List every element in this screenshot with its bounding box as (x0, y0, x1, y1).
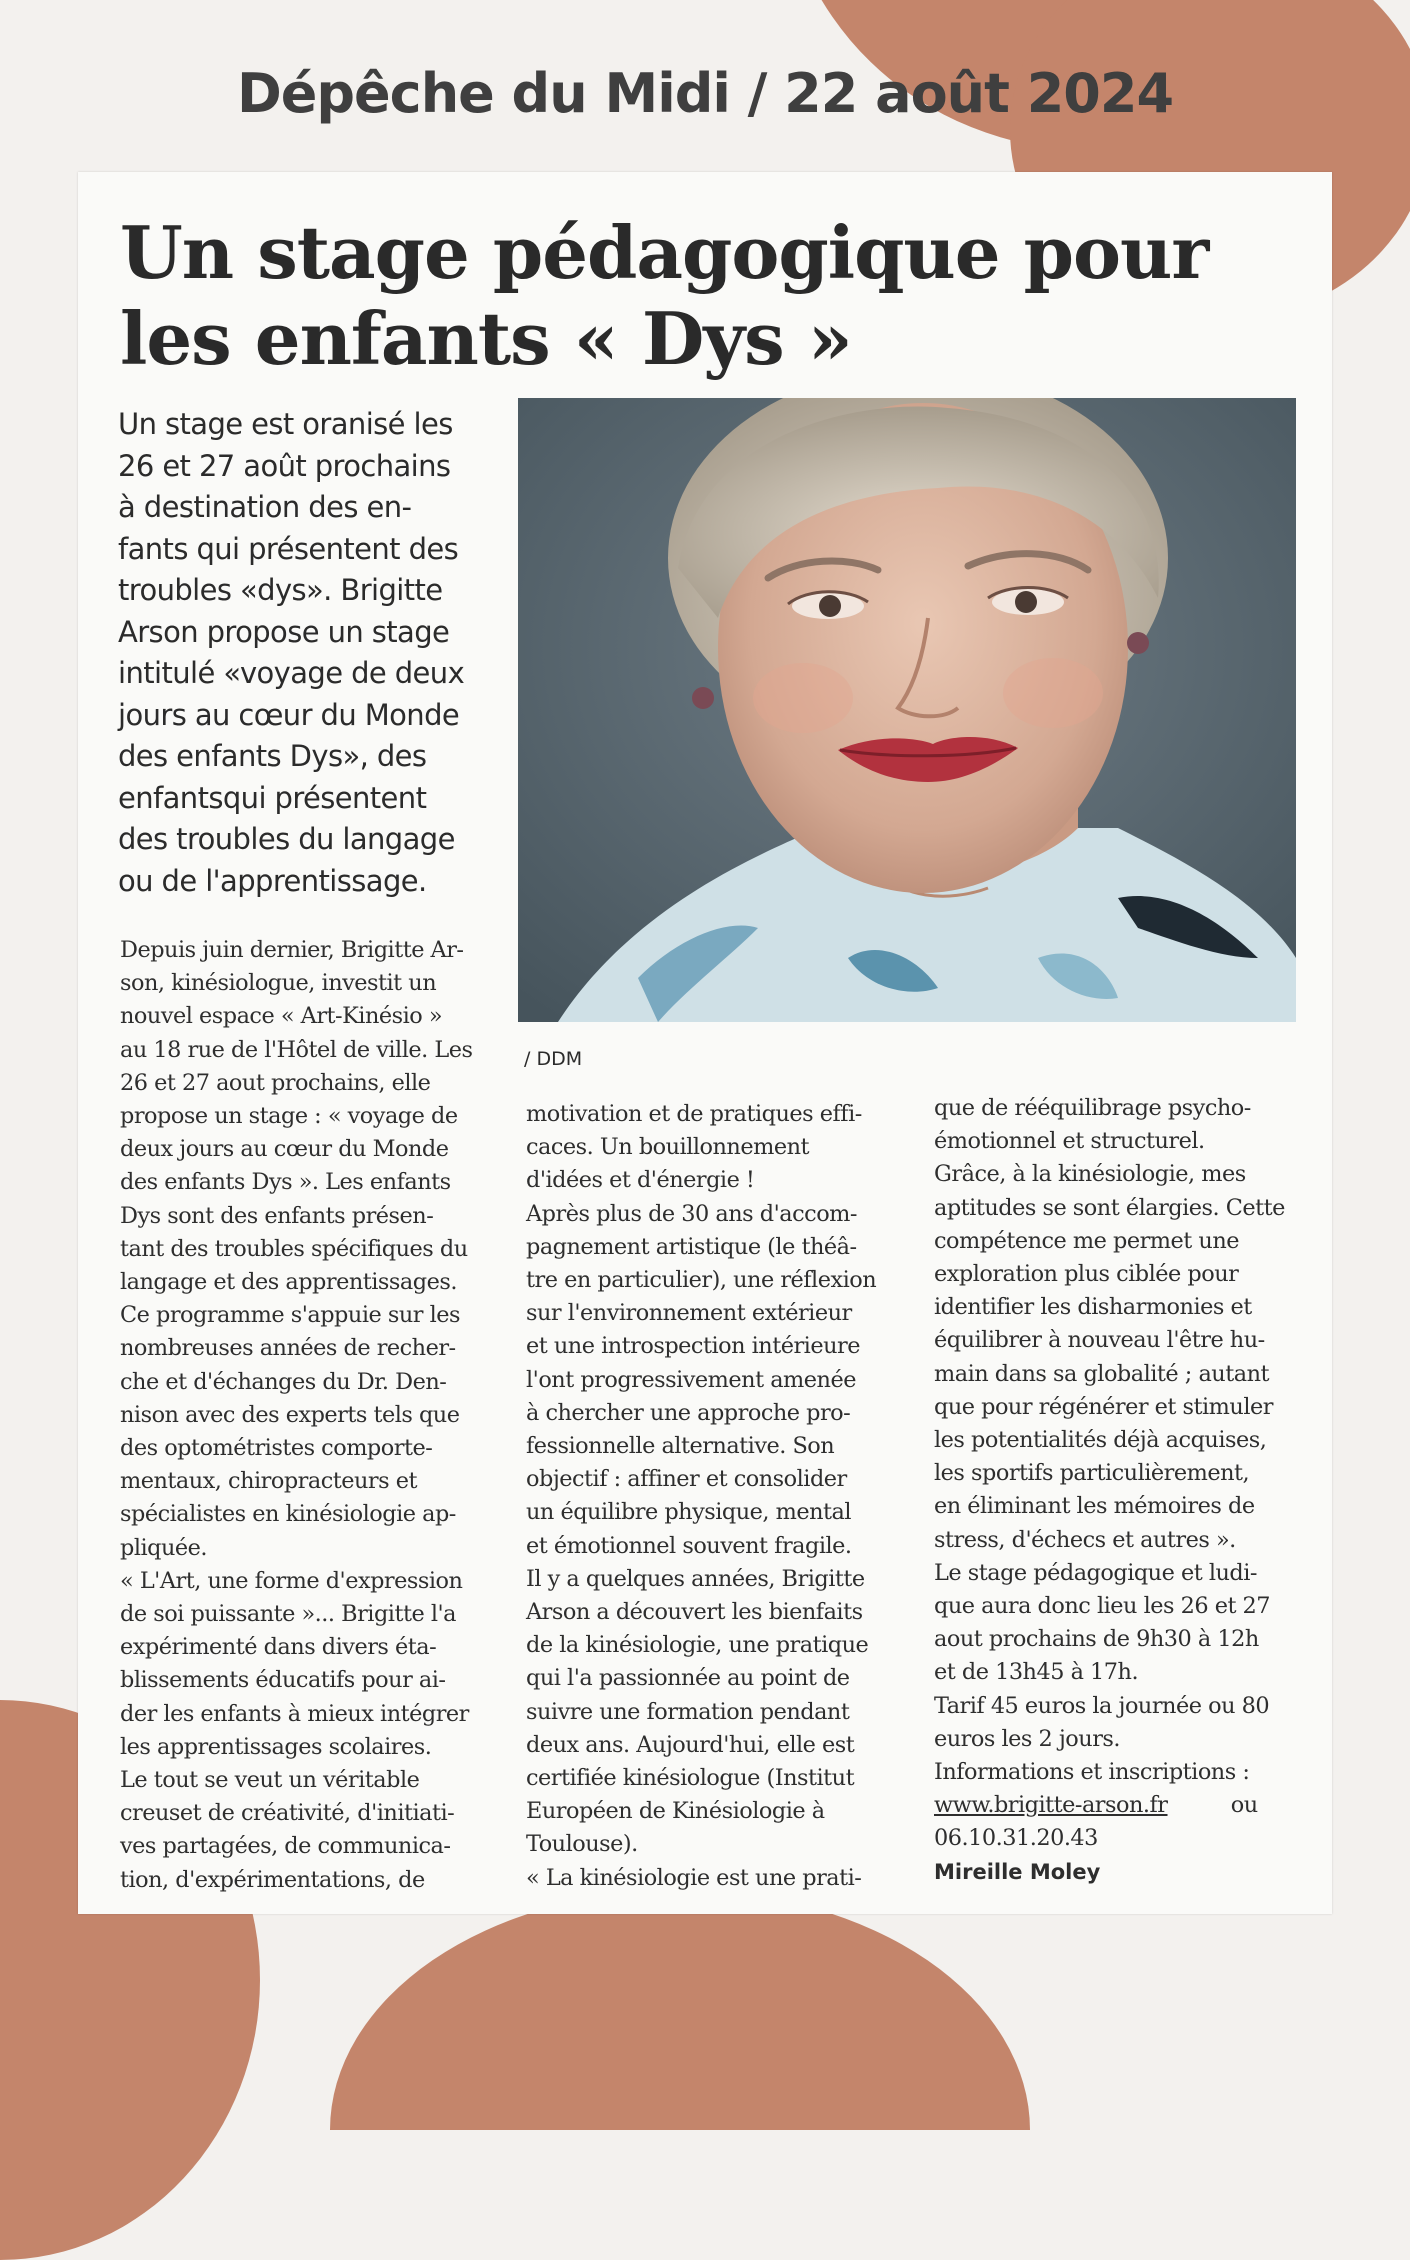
body-text-line: que pour régénérer et stimuler (934, 1393, 1273, 1420)
body-text-line: Arson a découvert les bienfaits (526, 1599, 863, 1626)
portrait-illustration (518, 398, 1296, 1022)
article-column-1 (120, 934, 488, 1897)
body-text-line: caces. Un bouillonnement (526, 1134, 810, 1161)
body-text-line: et émotionnel souvent fragile. (526, 1532, 852, 1559)
body-text-line: à chercher une approche pro- (526, 1399, 851, 1426)
article-headline (120, 210, 1280, 382)
body-text-line: exploration plus ciblée pour (934, 1261, 1239, 1288)
lede-line: troubles «dys». Brigitte (118, 573, 443, 607)
article-author: Mireille Moley (934, 1859, 1101, 1884)
body-text-line: nombreuses années de recher- (120, 1335, 456, 1362)
body-text-line: tre en particulier), une réflexion (526, 1267, 877, 1294)
body-text-line: objectif : affiner et consolider (526, 1466, 847, 1493)
body-text-line: aout prochains de 9h30 à 12h (934, 1626, 1259, 1653)
body-text-line: langage et des apprentissages. (120, 1269, 457, 1296)
body-text-line: stress, d'échecs et autres ». (934, 1526, 1236, 1553)
newspaper-clipping (78, 172, 1332, 1914)
body-text-line: nison avec des experts tels que (120, 1401, 460, 1428)
body-text-line: équilibrer à nouveau l'être hu- (934, 1327, 1265, 1354)
body-text-line: les sportifs particulièrement, (934, 1460, 1250, 1487)
website-link[interactable]: www.brigitte-arson.fr (934, 1792, 1168, 1819)
body-text-line: deux jours au cœur du Monde (120, 1136, 449, 1163)
article-column-2 (526, 1098, 898, 1895)
body-text-line: spécialistes en kinésiologie ap- (120, 1501, 456, 1528)
body-text-line: que de rééquilibrage psycho- (934, 1095, 1251, 1121)
lede-line: jours au cœur du Monde (118, 697, 460, 732)
lede-line: fants qui présentent des (118, 531, 459, 566)
lede-line: des troubles du langage (118, 822, 455, 856)
body-text-line: des optométristes comporte- (120, 1435, 433, 1462)
body-text-line: tant des troubles spécifiques du (120, 1235, 468, 1262)
body-text-line: motivation et de pratiques effi- (526, 1101, 862, 1127)
body-text-line: pagnement artistique (le théâ- (526, 1233, 857, 1260)
body-text-line: Ce programme s'appuie sur les (120, 1302, 460, 1329)
body-text-line: Depuis juin dernier, Brigitte Ar- (120, 937, 464, 963)
body-text-line: « L'Art, une forme d'expression (120, 1567, 463, 1594)
body-text-line: creuset de créativité, d'initiati- (120, 1800, 455, 1827)
photo-credit: / DDM (524, 1048, 583, 1070)
body-text-line: deux ans. Aujourd'hui, elle est (526, 1731, 855, 1758)
body-text-line: sur l'environnement extérieur (526, 1300, 852, 1327)
body-text-line: mentaux, chiropracteurs et (120, 1468, 417, 1495)
lede-line: 26 et 27 août prochains (118, 448, 451, 483)
body-text-line: expérimenté dans divers éta- (120, 1634, 437, 1661)
body-text-line: des enfants Dys ». Les enfants (120, 1169, 451, 1196)
body-text-line: der les enfants à mieux intégrer (120, 1700, 469, 1727)
lede-line: Arson propose un stage (118, 614, 450, 649)
body-text-line: de la kinésiologie, une pratique (526, 1632, 869, 1659)
body-text-line: suivre une formation pendant (526, 1698, 850, 1725)
lede-line: à destination des en- (118, 490, 412, 524)
body-text-line: compétence me permet une (934, 1227, 1239, 1254)
lede-line: enfantsqui présentent (118, 780, 427, 815)
portrait-photo (518, 398, 1296, 1022)
body-text-line: et de 13h45 à 17h. (934, 1659, 1139, 1686)
body-text-line: d'idées et d'énergie ! (526, 1167, 755, 1194)
body-text-line: main dans sa globalité ; autant (934, 1360, 1269, 1387)
contact-line (934, 1789, 1314, 1822)
body-text-line: Européen de Kinésiologie à (526, 1798, 825, 1825)
decor-blob-bottom (330, 1890, 1030, 2130)
body-text-line: aptitudes se sont élargies. Cette (934, 1194, 1285, 1221)
lede-line: Un stage est oranisé les (118, 407, 453, 441)
body-text-line: propose un stage : « voyage de (120, 1103, 458, 1130)
body-text-line: Après plus de 30 ans d'accom- (526, 1200, 857, 1227)
body-text-line: Informations et inscriptions : (934, 1759, 1250, 1786)
body-text-line: Il y a quelques années, Brigitte (526, 1565, 865, 1592)
body-text-line: son, kinésiologue, investit un (120, 970, 437, 997)
lede-line: des enfants Dys», des (118, 739, 427, 773)
body-text-line: l'ont progressivement amenée (526, 1366, 856, 1393)
body-text-line: nouvel espace « Art-Kinésio » (120, 1003, 443, 1030)
body-text-line: Le tout se veut un véritable (120, 1767, 420, 1794)
body-text-line: certifiée kinésiologue (Institut (526, 1765, 855, 1792)
body-text-line: en éliminant les mémoires de (934, 1493, 1255, 1520)
body-text-line: pliquée. (120, 1534, 208, 1561)
page-title: Dépêche du Midi / 22 août 2024 (236, 62, 1174, 125)
body-text-line: les apprentissages scolaires. (120, 1733, 432, 1760)
body-text-line: Tarif 45 euros la journée ou 80 (934, 1692, 1270, 1719)
body-text-line: identifier les disharmonies et (934, 1294, 1252, 1321)
body-text-line: fessionnelle alternative. Son (526, 1433, 835, 1460)
phone-number: 06.10.31.20.43 (934, 1825, 1098, 1852)
body-text-line: Toulouse). (526, 1831, 638, 1858)
headline-line: Un stage pédagogique pour (120, 210, 1209, 295)
body-text-line: tion, d'expérimentations, de (120, 1866, 425, 1893)
lede-line: ou de l'apprentissage. (118, 863, 427, 898)
body-text-line: un équilibre physique, mental (526, 1499, 852, 1526)
body-text-line: au 18 rue de l'Hôtel de ville. Les (120, 1036, 473, 1063)
body-text-line: de soi puissante »... Brigitte l'a (120, 1601, 456, 1628)
headline-line: les enfants « Dys » (120, 296, 852, 381)
body-text-line: les potentialités déjà acquises, (934, 1427, 1267, 1454)
body-text-line: et une introspection intérieure (526, 1333, 860, 1360)
body-text-line: Le stage pédagogique et ludi- (934, 1559, 1257, 1586)
body-text-line: « La kinésiologie est une prati- (526, 1864, 862, 1891)
body-text-line: che et d'échanges du Dr. Den- (120, 1368, 447, 1395)
body-text-line: euros les 2 jours. (934, 1725, 1120, 1752)
column-3-body (934, 1092, 1314, 1789)
body-text-line: émotionnel et structurel. (934, 1128, 1205, 1155)
article-lede (118, 404, 498, 902)
article-column-3 (934, 1092, 1314, 1889)
body-text-line: Dys sont des enfants présen- (120, 1202, 434, 1229)
body-text-line: blissements éducatifs pour ai- (120, 1667, 446, 1694)
body-text-line: 26 et 27 aout prochains, elle (120, 1069, 431, 1096)
or-word: ou (1230, 1792, 1258, 1819)
lede-line: intitulé «voyage de deux (118, 656, 465, 690)
body-text-line: ves partagées, de communica- (120, 1833, 451, 1860)
body-text-line: que aura donc lieu les 26 et 27 (934, 1593, 1271, 1620)
body-text-line: qui l'a passionnée au point de (526, 1665, 850, 1692)
body-text-line: Grâce, à la kinésiologie, mes (934, 1161, 1246, 1188)
